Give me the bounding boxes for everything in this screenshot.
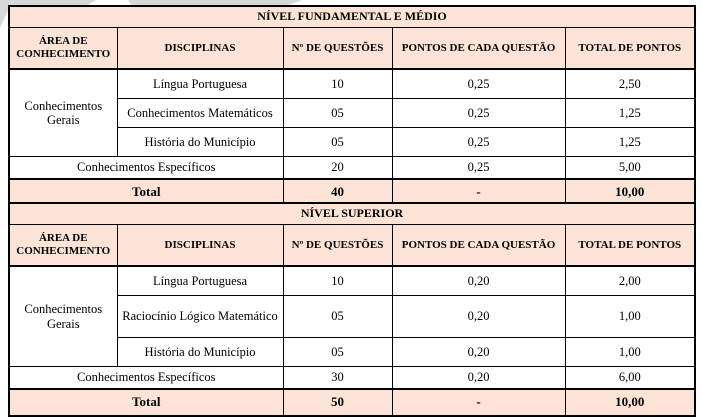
cell-disciplina: Conhecimentos Matemáticos xyxy=(117,99,283,128)
title-row xyxy=(9,6,695,28)
cell-total-label: Total xyxy=(9,389,283,416)
cell-area-group: Conhecimentos Gerais xyxy=(9,69,117,157)
title-row xyxy=(9,203,695,225)
cell-pontos: 0,20 xyxy=(392,367,565,390)
cell-pontos: 0,25 xyxy=(392,69,565,99)
cell-disciplina: Raciocínio Lógico Matemático xyxy=(117,296,283,338)
col-header-pontos-questao: PONTOS DE CADA QUESTÃO xyxy=(392,28,565,70)
cell-questoes: 30 xyxy=(283,367,392,390)
cell-pontos: 0,20 xyxy=(392,296,565,338)
cell-pontos: 0,25 xyxy=(392,99,565,128)
cell-pontos: 0,25 xyxy=(392,128,565,157)
cell-total: 10,00 xyxy=(565,179,695,206)
cell-total: 1,00 xyxy=(565,338,695,367)
cell-pontos: 0,25 xyxy=(392,157,565,180)
cell-area-group: Conhecimentos Gerais xyxy=(9,266,117,367)
cell-disciplina: História do Município xyxy=(117,128,283,157)
cell-questoes: 05 xyxy=(283,296,392,338)
cell-total: 6,00 xyxy=(565,367,695,390)
cell-disciplina: Língua Portuguesa xyxy=(117,266,283,296)
specific-row xyxy=(9,157,695,180)
cell-specific-label: Conhecimentos Específicos xyxy=(9,157,283,180)
cell-pontos: 0,20 xyxy=(392,338,565,367)
total-row xyxy=(9,389,695,416)
cell-pontos: 0,20 xyxy=(392,266,565,296)
cell-pontos: - xyxy=(392,389,565,416)
cell-specific-label: Conhecimentos Específicos xyxy=(9,367,283,390)
cell-questoes: 05 xyxy=(283,99,392,128)
cell-pontos: - xyxy=(392,179,565,206)
cell-questoes: 10 xyxy=(283,69,392,99)
cell-questoes: 50 xyxy=(283,389,392,416)
col-header-pontos-questao: PONTOS DE CADA QUESTÃO xyxy=(392,225,565,267)
cell-questoes: 20 xyxy=(283,157,392,180)
col-header-total-pontos: TOTAL DE PONTOS xyxy=(565,28,695,70)
cell-total: 10,00 xyxy=(565,389,695,416)
col-header-total-pontos: TOTAL DE PONTOS xyxy=(565,225,695,267)
table-nivel-fundamental-medio xyxy=(8,5,696,207)
table-nivel-superior xyxy=(8,202,696,417)
cell-total: 1,25 xyxy=(565,128,695,157)
cell-total: 2,50 xyxy=(565,69,695,99)
specific-row xyxy=(9,367,695,390)
cell-questoes: 40 xyxy=(283,179,392,206)
header-row xyxy=(9,28,695,70)
cell-total: 5,00 xyxy=(565,157,695,180)
cell-disciplina: História do Município xyxy=(117,338,283,367)
col-header-disciplinas: DISCIPLINAS xyxy=(117,225,283,267)
cell-questoes: 10 xyxy=(283,266,392,296)
cell-total: 1,00 xyxy=(565,296,695,338)
table-title: NÍVEL SUPERIOR xyxy=(9,203,695,225)
cell-questoes: 05 xyxy=(283,338,392,367)
cell-total-label: Total xyxy=(9,179,283,206)
col-header-area-conhecimento: ÁREA DE CONHECIMENTO xyxy=(9,225,117,267)
cell-disciplina: Língua Portuguesa xyxy=(117,69,283,99)
table-row xyxy=(9,69,695,99)
cell-total: 2,00 xyxy=(565,266,695,296)
cell-total: 1,25 xyxy=(565,99,695,128)
table-row xyxy=(9,266,695,296)
col-header-num-questoes: Nº DE QUESTÕES xyxy=(283,225,392,267)
table-title: NÍVEL FUNDAMENTAL E MÉDIO xyxy=(9,6,695,28)
col-header-area-conhecimento: ÁREA DE CONHECIMENTO xyxy=(9,28,117,70)
col-header-num-questoes: Nº DE QUESTÕES xyxy=(283,28,392,70)
col-header-disciplinas: DISCIPLINAS xyxy=(117,28,283,70)
cell-questoes: 05 xyxy=(283,128,392,157)
header-row xyxy=(9,225,695,267)
